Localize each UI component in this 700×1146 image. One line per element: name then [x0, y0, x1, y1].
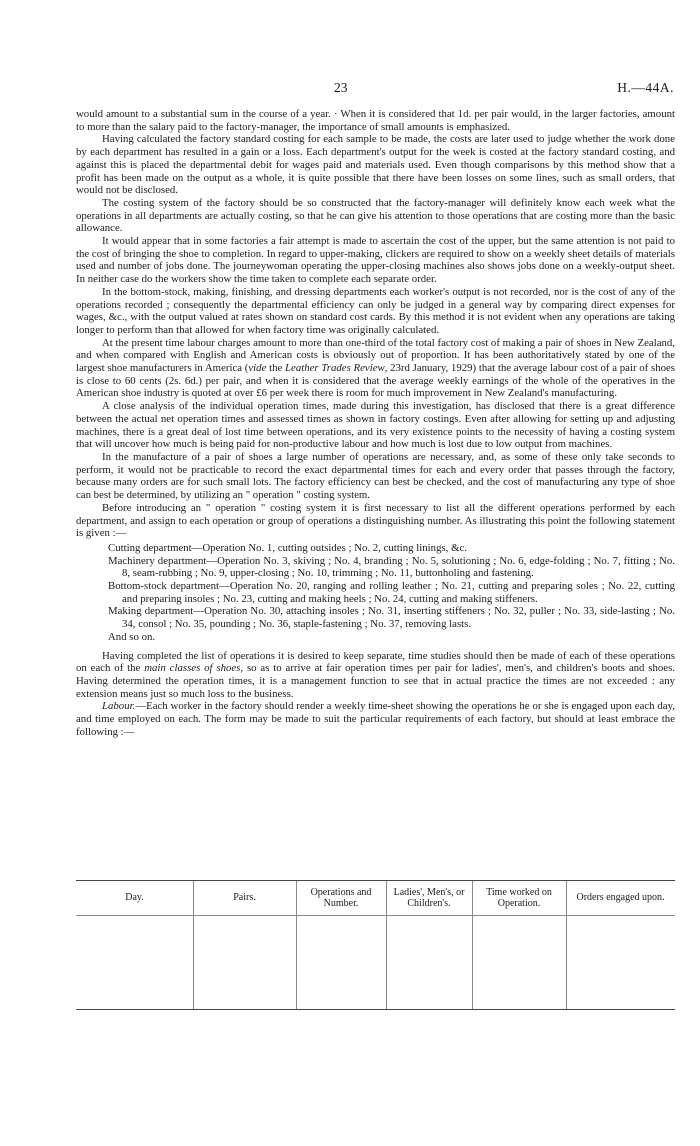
- section-label: Labour.: [102, 700, 136, 713]
- list-item: Making department—Operation No. 30, attaching insoles ; No. 31, inserting stiffeners ; No. 32, puller ; No. 33, side-lasting ; No. 34, consol ; No. 35, pounding ; No. 36, staple-fastening ; No. 37, removing lasts.: [108, 605, 675, 631]
- column-divider: [472, 881, 473, 1009]
- paragraph: At the present time labour charges amount to more than one-third of the total factory cost of making a pair of shoes in New Zealand, and when compared with English and American costs is obviously out of proportion. It has been authoritatively stated by one of the largest shoe manufacturers in America (vide the Leather Trades Review, 23rd January, 1929) that the average labour cost of a pair of shoes is close to 60 cents (2s. 6d.) per pair, and when it is considered that the average weekly earnings of the whole of the operatives in the American shoe industry is quoted at over £6 per week there is room for much improvement in New Zealand's manufacturing.: [76, 336, 676, 400]
- column-divider: [296, 881, 297, 1009]
- table-header-cell: Pairs.: [233, 892, 256, 904]
- document-body: [76, 108, 675, 738]
- table-column: [386, 881, 472, 1009]
- page-number: 23: [334, 80, 348, 95]
- operations-list: [76, 542, 675, 644]
- table-column: [566, 881, 675, 1009]
- table-column: [193, 881, 296, 1009]
- paragraph: In the bottom-stock, making, finishing, and dressing departments each worker's output is not recorded, nor is the cost of any of the operations recorded ; consequently the departmental efficiency can only be judged in a general way by comparing direct expenses for wages, &c., with the output valued at rates shown on standard cost cards. By this method it is not evident when any operations are taking longer to perform than that allowed for when factory time was originally calculated.: [76, 285, 675, 336]
- paragraph: would amount to a substantial sum in the course of a year. · When it is considered that 1d. per pair would, in the larger factories, amount to more than the salary paid to the factory-manager, the importance of small amounts is emphasized.: [76, 108, 675, 133]
- column-divider: [386, 881, 387, 1009]
- list-item: Machinery department—Operation No. 3, skiving ; No. 4, branding ; No. 5, solutioning ; No. 6, edge-folding ; No. 7, fitting ; No. 8, seam-rubbing ; No. 9, upper-closing ; No. 10, trimming ; No. 11, buttonholing and fastening.: [108, 554, 675, 580]
- page-header: [0, 80, 700, 96]
- list-end: And so on.: [108, 630, 156, 643]
- journal-title: Leather Trades Review: [285, 362, 385, 375]
- paragraph: Labour.—Each worker in the factory should render a weekly time-sheet showing the operations he or she is engaged upon each day, and time employed on each. The form may be made to suit the particular requirements of each factory, but should at least embrace the following :—: [76, 700, 675, 738]
- paragraph: Before introducing an " operation " costing system it is first necessary to list all the different operations performed by each department, and assign to each operation or group of operations a distinguishing number. As illustrating this point the following statement is given :—: [76, 501, 675, 540]
- document-reference: H.—44A.: [617, 80, 674, 95]
- paragraph: Having completed the list of operations it is desired to keep separate, time studies should then be made of each of these operations on each of the main classes of shoes, so as to arrive at fair operation times per pair for ladies', men's, and children's boots and shoes. Having determined the operation times, it is a management function to see that in actual practice the times are not exceeded : any extension means just so much loss to the business.: [76, 649, 675, 700]
- table-header-rule: [76, 915, 675, 916]
- table-column: [296, 881, 386, 1009]
- table-header-cell: Time worked on Operation.: [486, 886, 552, 909]
- paragraph: The costing system of the factory should be so constructed that the factory-manager will definitely know each week what the operations in all departments are actually costing, so that he can give his attention to those operations that are costing more than the basic allowance.: [76, 196, 675, 235]
- table-header-cell: Day.: [125, 892, 144, 904]
- paragraph: Having calculated the factory standard costing for each sample to be made, the costs are later used to judge whether the work done by each department has resulted in a gain or a loss. Each department's output for the week is costed at the factory standard costing, and against this is placed the departmental debit for wages paid and materials used. Even though comparisons by this method show that a profit has been made on the output as a whole, it is quite possible that there have been losses on some lines, such as small orders, that would not be disclosed.: [76, 133, 675, 197]
- time-sheet-table: [76, 880, 675, 1010]
- paragraph: It would appear that in some factories a fair attempt is made to ascertain the cost of the upper, but the same attention is not paid to the cost of bringing the shoe to completion. In regard to upper-making, clickers are required to show on a weekly sheet details of materials used and number of jobs done. The journeywoman operating the upper-closing machines also shows jobs done on a weekly-output sheet. In neither case do the workers show the time taken to complete each separate order.: [76, 235, 675, 286]
- column-divider: [566, 881, 567, 1009]
- list-item: Cutting department—Operation No. 1, cutting outsides ; No. 2, cutting linings, &c.: [108, 541, 467, 554]
- table-header-cell: Ladies', Men's, or Children's.: [393, 886, 465, 909]
- table-header-cell: Operations and Number.: [310, 886, 372, 909]
- table-column: [76, 881, 193, 1009]
- paragraph: In the manufacture of a pair of shoes a large number of operations are necessary, and, as some of these only take seconds to perform, it would not be practicable to record the exact departmental times for each and every order that passes through the factory, because many orders are for such small lots. The factory efficiency can best be checked, and the cost of manufacturing any type of shoe can best be determined, by utilizing an " operation " costing system.: [76, 450, 675, 502]
- list-item: Bottom-stock department—Operation No. 20, ranging and rolling leather ; No. 21, cutting and preparing soles ; No. 22, cutting and preparing insoles ; No. 23, cutting and making heels ; No. 24, cutting and making stiffeners.: [108, 580, 675, 605]
- column-divider: [193, 881, 194, 1009]
- table-column: [472, 881, 566, 1009]
- paragraph: A close analysis of the individual operation times, made during this investigation, has disclosed that there is a great difference between the actual net operation times and assessed times as shown in factory costings. Even after allowing for setting up and adjusting machines, there is a great deal of lost time between operations, and its very existence points to the necessity of having a costing system that will uncover how much is being paid for non-productive labour and how much is lost due to low output from machines.: [76, 400, 675, 451]
- table-header-cell: Orders engaged upon.: [576, 892, 665, 904]
